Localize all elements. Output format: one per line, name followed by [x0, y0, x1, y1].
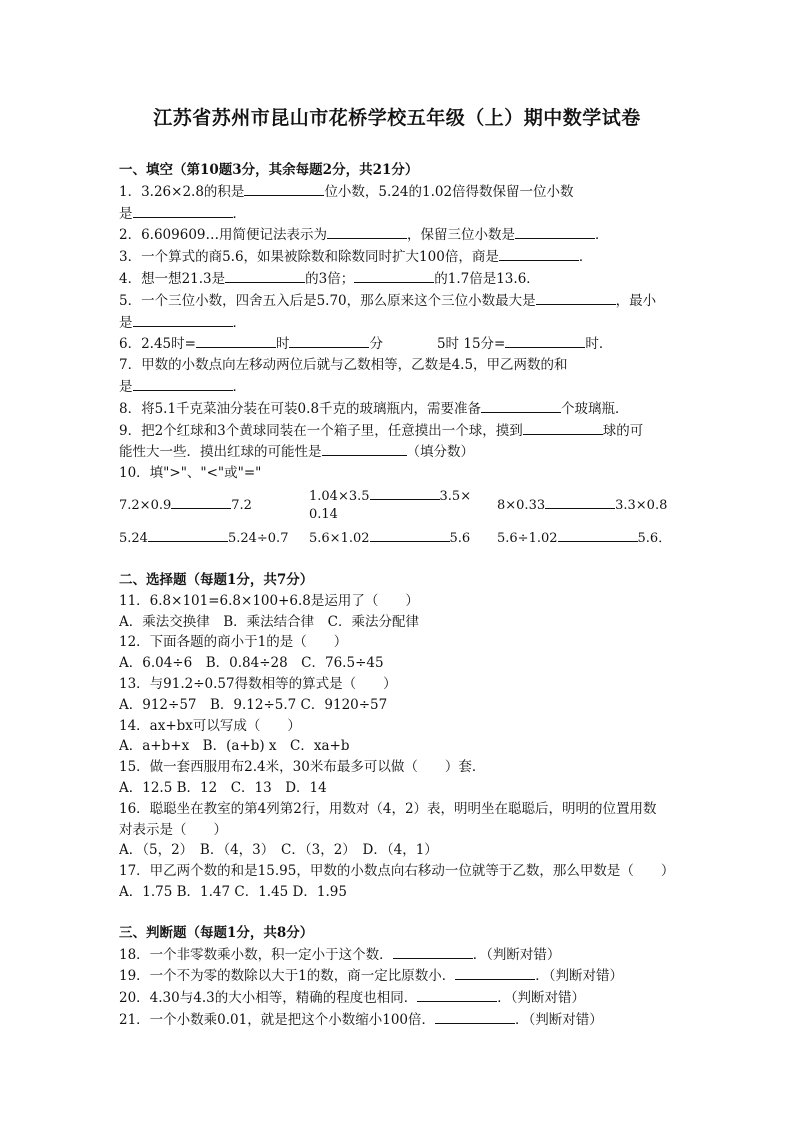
question-7: 7．甲数的小数点向左移动两位后就与乙数相等，乙数是4.5，甲乙两数的和 [119, 357, 568, 374]
answer-blank[interactable] [171, 494, 231, 509]
section-heading-choice: 二、选择题（每题1分，共7分） [119, 571, 314, 588]
question-4: 4．想一想21.3是 的3倍； 的1.7倍是13.6． [119, 268, 679, 290]
answer-blank[interactable] [515, 224, 595, 239]
answer-blank[interactable] [523, 420, 603, 435]
answer-blank[interactable] [505, 333, 585, 348]
compare-item: 5.24 5.24÷0.7 [119, 527, 309, 550]
answer-blank[interactable] [435, 1009, 515, 1024]
compare-item: 7.2×0.9 7.2 [119, 494, 309, 517]
answer-blank[interactable] [536, 290, 616, 305]
answer-blank[interactable] [133, 376, 233, 391]
question-9: 9．把2个红球和3个黄球同装在一个箱子里，任意摸出一个球，摸到 球的可 [119, 420, 679, 442]
question-16-cont: 对表示是（ ） [119, 821, 227, 838]
answer-blank[interactable] [499, 246, 579, 261]
answer-blank[interactable] [244, 181, 324, 196]
answer-blank[interactable] [455, 965, 535, 980]
answer-blank[interactable] [354, 268, 434, 283]
page-title: 江苏省苏州市昆山市花桥学校五年级（上）期中数学试卷 [153, 107, 641, 129]
answer-blank[interactable] [558, 527, 638, 542]
section-heading-fill: 一、填空（第10题3分，其余每题2分，共21分） [119, 162, 419, 178]
compare-item: 5.6×1.02 5.6 [309, 527, 497, 550]
question-16: 16．聪聪坐在教室的第4列第2行，用数对（4，2）表，明明坐在聪聪后，明明的位置用数 [119, 800, 657, 817]
question-9-cont: 能性大一些．摸出红球的可能性是 （填分数） [119, 441, 679, 463]
question-11-options[interactable]: A．乘法交换律 B．乘法结合律 C．乘法分配律 [119, 613, 419, 630]
question-8: 8．将5.1千克菜油分装在可装0.8千克的玻璃瓶内，需要准备 个玻璃瓶． [119, 398, 679, 420]
compare-item: 5.6÷1.02 5.6． [497, 527, 679, 550]
answer-blank[interactable] [545, 494, 615, 509]
answer-blank[interactable] [322, 441, 407, 456]
question-11: 11．6.8×101=6.8×100+6.8是运用了（ ） [119, 592, 419, 609]
question-2: 2．6.609609…用简便记法表示为 ，保留三位小数是 ． [119, 224, 679, 246]
answer-blank[interactable] [196, 333, 276, 348]
answer-blank[interactable] [133, 312, 233, 327]
question-13: 13．与91.2÷0.57得数相等的算式是（ ） [119, 675, 397, 692]
question-12: 12．下面各题的商小于1的是（ ） [119, 634, 348, 651]
question-3: 3．一个算式的商5.6，如果被除数和除数同时扩大100倍，商是 ． [119, 246, 679, 268]
question-14: 14．ax+bx可以写成（ ） [119, 717, 301, 734]
question-1-cont: 是 ． [119, 203, 679, 225]
question-15: 15．做一套西服用布2.4米，30米布最多可以做（ ）套． [119, 759, 486, 776]
question-10: 10．填">"、"<"或"=" [119, 465, 262, 482]
answer-blank[interactable] [148, 527, 228, 542]
question-17: 17．甲乙两个数的和是15.95，甲数的小数点向右移动一位就等于乙数，那么甲数是（ ） [119, 863, 675, 880]
question-14-options[interactable]: A．a+b+x B．(a+b) x C．xa+b [119, 738, 350, 755]
question-5: 5．一个三位小数，四舍五入后是5.70，那么原来这个三位小数最大是 ，最小 [119, 290, 679, 312]
answer-blank[interactable] [370, 527, 450, 542]
answer-blank[interactable] [225, 268, 305, 283]
section-heading-judge: 三、判断题（每题1分，共8分） [119, 924, 314, 941]
answer-blank[interactable] [393, 944, 473, 959]
answer-blank[interactable] [327, 224, 407, 239]
question-18: 18．一个非零数乘小数，积一定小于这个数． ．（判断对错） [119, 944, 679, 966]
answer-blank[interactable] [417, 987, 497, 1002]
compare-row-1 [119, 484, 679, 526]
exam-content [119, 160, 679, 1031]
question-5-cont: 是 ． [119, 312, 679, 334]
answer-blank[interactable] [481, 398, 561, 413]
question-16-options[interactable]: A．（5，2） B．（4，3） C．（3，2） D．（4，1） [119, 842, 438, 859]
question-17-options[interactable]: A．1.75 B．1.47 C．1.45 D．1.95 [119, 883, 347, 900]
compare-item: 8×0.33 3.3×0.8 [497, 494, 679, 517]
answer-blank[interactable] [370, 485, 440, 500]
question-6: 6．2.45时= 时 分 5时 15分= 时． [119, 333, 679, 355]
compare-item: 1.04×3.5 3.5× 0.14 [309, 485, 497, 524]
compare-row-2 [119, 526, 679, 550]
answer-blank[interactable] [133, 203, 233, 218]
question-7-cont: 是 ． [119, 376, 679, 398]
question-15-options[interactable]: A．12.5 B．12 C．13 D．14 [119, 779, 327, 796]
question-19: 19．一个不为零的数除以大于1的数，商一定比原数小． ．（判断对错） [119, 965, 679, 987]
question-13-options[interactable]: A．912÷57 B．9.12÷5.7 C．9120÷57 [119, 696, 388, 713]
question-20: 20．4.30与4.3的大小相等，精确的程度也相同． ．（判断对错） [119, 987, 679, 1009]
answer-blank[interactable] [289, 333, 369, 348]
question-12-options[interactable]: A．6.04÷6 B．0.84÷28 C．76.5÷45 [119, 655, 384, 672]
question-21: 21．一个小数乘0.01，就是把这个小数缩小100倍． ．（判断对错） [119, 1009, 679, 1031]
question-1: 1．3.26×2.8的积是 位小数，5.24的1.02倍得数保留一位小数 [119, 181, 679, 203]
